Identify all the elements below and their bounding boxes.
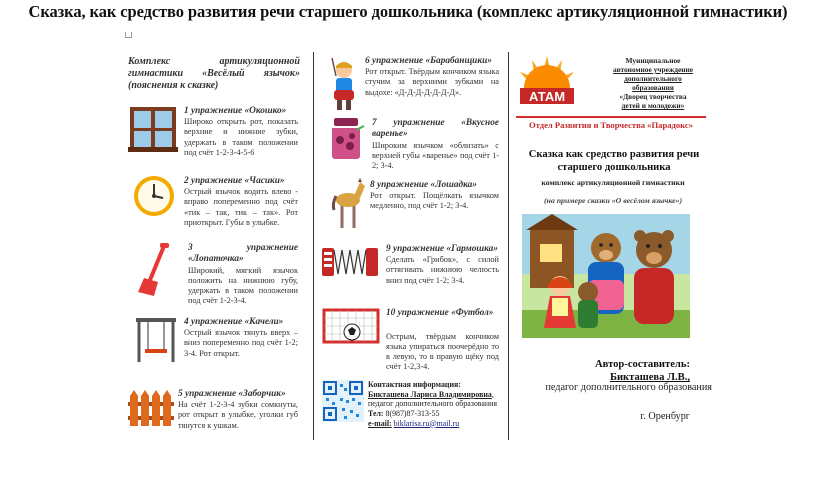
- org-line-2: автономное учреждение: [612, 65, 694, 75]
- org-line-5: «Дворец творчества: [619, 92, 687, 102]
- exercise-7-heading: 7 упражнение «Вкусное варенье»: [372, 118, 499, 140]
- exercise-10-text: Острым, твёрдым кончиком языка упираться поочерёдно то в левую, то в правую щёку под счёт 1-2,3-4.: [386, 332, 499, 372]
- exercise-2-text: Острый язычок водить влево - вправо попеременно под счёт «тик – так, тик – так». Рот приоткрыт. Губы в улыбке.: [184, 187, 298, 227]
- city: г. Оренбург: [640, 411, 690, 422]
- brochure-subtitle-2: (на примере сказки «О весёлом язычке»): [543, 196, 683, 205]
- org-line-1: Муниципальное: [625, 56, 681, 65]
- author-name: Бикташева Л.В.,: [609, 372, 690, 384]
- fence-icon: [128, 388, 174, 426]
- contact-role: , педагог дополнительного образования: [368, 389, 497, 409]
- contact-heading: Контактная информация:: [368, 380, 461, 389]
- exercise-5-text: На счёт 1-2-3-4 зубки сомкнуты, рот открыт в улыбке, уголки губ тянутся к ушкам.: [178, 400, 298, 430]
- exercise-3: [188, 243, 298, 306]
- drummer-boy-icon: [322, 56, 362, 112]
- author-label: Автор-составитель:: [594, 359, 690, 370]
- contact-phone-label: Тел:: [368, 408, 384, 418]
- contact-name: Бикташева Лариса Владимировна: [368, 389, 492, 399]
- exercise-1-text: Широко открыть рот, показать верхние и нижние зубки, удержать в таком положении под счёт 1-2-3-4-5-6: [184, 117, 298, 157]
- corner-mark: [125, 32, 132, 38]
- jam-jar-icon: [326, 116, 366, 160]
- contact-info: [368, 380, 503, 428]
- department-name: Отдел Развития и Творчества «Парадокс»: [528, 120, 694, 130]
- column-divider-1: [313, 52, 314, 440]
- exercise-1-heading: 1 упражнение «Окошко»: [184, 106, 287, 116]
- exercise-1: [184, 106, 298, 158]
- exercise-3-heading: 3 упражнение «Лопаточка»: [188, 243, 298, 265]
- window-icon: [128, 105, 178, 153]
- author-role: педагог дополнительного образования: [545, 382, 712, 393]
- org-line-6: детей и молодежи»: [621, 101, 685, 111]
- exercise-6: [365, 56, 499, 98]
- accordion-icon: [322, 244, 378, 280]
- column1-header: Комплекс артикуляционной гимнастики «Весёлый язычок» (пояснения к сказке): [128, 56, 300, 91]
- exercise-8-text: Рот открыт. Пощёлкать язычком медленно, под счёт 1-2; 3-4.: [370, 191, 499, 211]
- brochure-title: Сказка как средство развития речи старшего дошкольника: [528, 149, 700, 174]
- exercise-10: [386, 308, 499, 319]
- contact-phone: 8(987)87-313-55: [385, 408, 440, 418]
- author-block: [520, 358, 690, 384]
- contact-email-label: e-mail:: [368, 418, 392, 428]
- exercise-10-body: [324, 332, 499, 372]
- contact-email[interactable]: biklarisa.ru@mail.ru: [393, 418, 460, 428]
- shovel-icon: [136, 242, 172, 298]
- logo-text: АТАМ: [528, 89, 566, 104]
- swing-icon: [134, 316, 178, 362]
- document-title: Сказка, как средство развития речи старшего дошкольника (комплекс артикуляционной гимнастики): [28, 2, 788, 21]
- org-line-4: образования: [632, 83, 674, 93]
- exercise-6-text: Рот открыт. Твёрдым кончиком языка стучим за верхними зубками на выдохе: «Д-Д-Д-Д-Д-Д-Д».: [365, 67, 499, 97]
- org-line-3: дополнительного: [624, 74, 682, 84]
- exercise-5-heading: 5 упражнение «Заборчик»: [178, 389, 286, 399]
- exercise-10-heading: 10 упражнение «Футбол»: [386, 308, 494, 318]
- exercise-9-heading: 9 упражнение «Гармошка»: [386, 244, 498, 254]
- red-divider-line: [516, 116, 706, 118]
- sun-logo-icon: [514, 54, 580, 106]
- clock-icon: [132, 174, 176, 218]
- exercise-7: [372, 118, 499, 171]
- brochure-subtitle: комплекс артикуляционной гимнастики: [541, 178, 685, 187]
- exercise-2: [184, 176, 298, 228]
- exercise-5: [178, 389, 298, 431]
- qr-code-icon: [322, 380, 364, 422]
- exercise-9-text: Сделать «Грибок», с силой оттягивать нижнюю челюсть вниз под счёт 1-2; 3-4.: [386, 255, 499, 285]
- exercise-9: [386, 244, 499, 286]
- organization-name: [602, 56, 704, 110]
- exercise-4: [184, 317, 298, 359]
- exercise-4-heading: 4 упражнение «Качели»: [184, 317, 284, 327]
- exercise-8-heading: 8 упражнение «Лошадка»: [370, 180, 477, 190]
- exercise-8: [370, 180, 499, 212]
- exercise-3-text: Широкий, мягкий язычок положить на нижнюю губу, удержать в таком положении под счёт 1-2-3-4.: [188, 265, 298, 305]
- horse-icon: [330, 176, 366, 232]
- exercise-4-text: Острый язычок тянуть вверх – вниз попеременно под счёт 1-2; 3-4. Рот открыт.: [184, 328, 298, 358]
- exercise-2-heading: 2 упражнение «Часики»: [184, 176, 285, 186]
- fairy-tale-bears-illustration: [522, 214, 690, 338]
- exercise-7-text: Широким язычком «облизать» с верхней губы «варенье» под счёт 1-2; 3-4.: [372, 140, 499, 170]
- exercise-6-heading: 6 упражнение «Барабанщики»: [365, 56, 492, 66]
